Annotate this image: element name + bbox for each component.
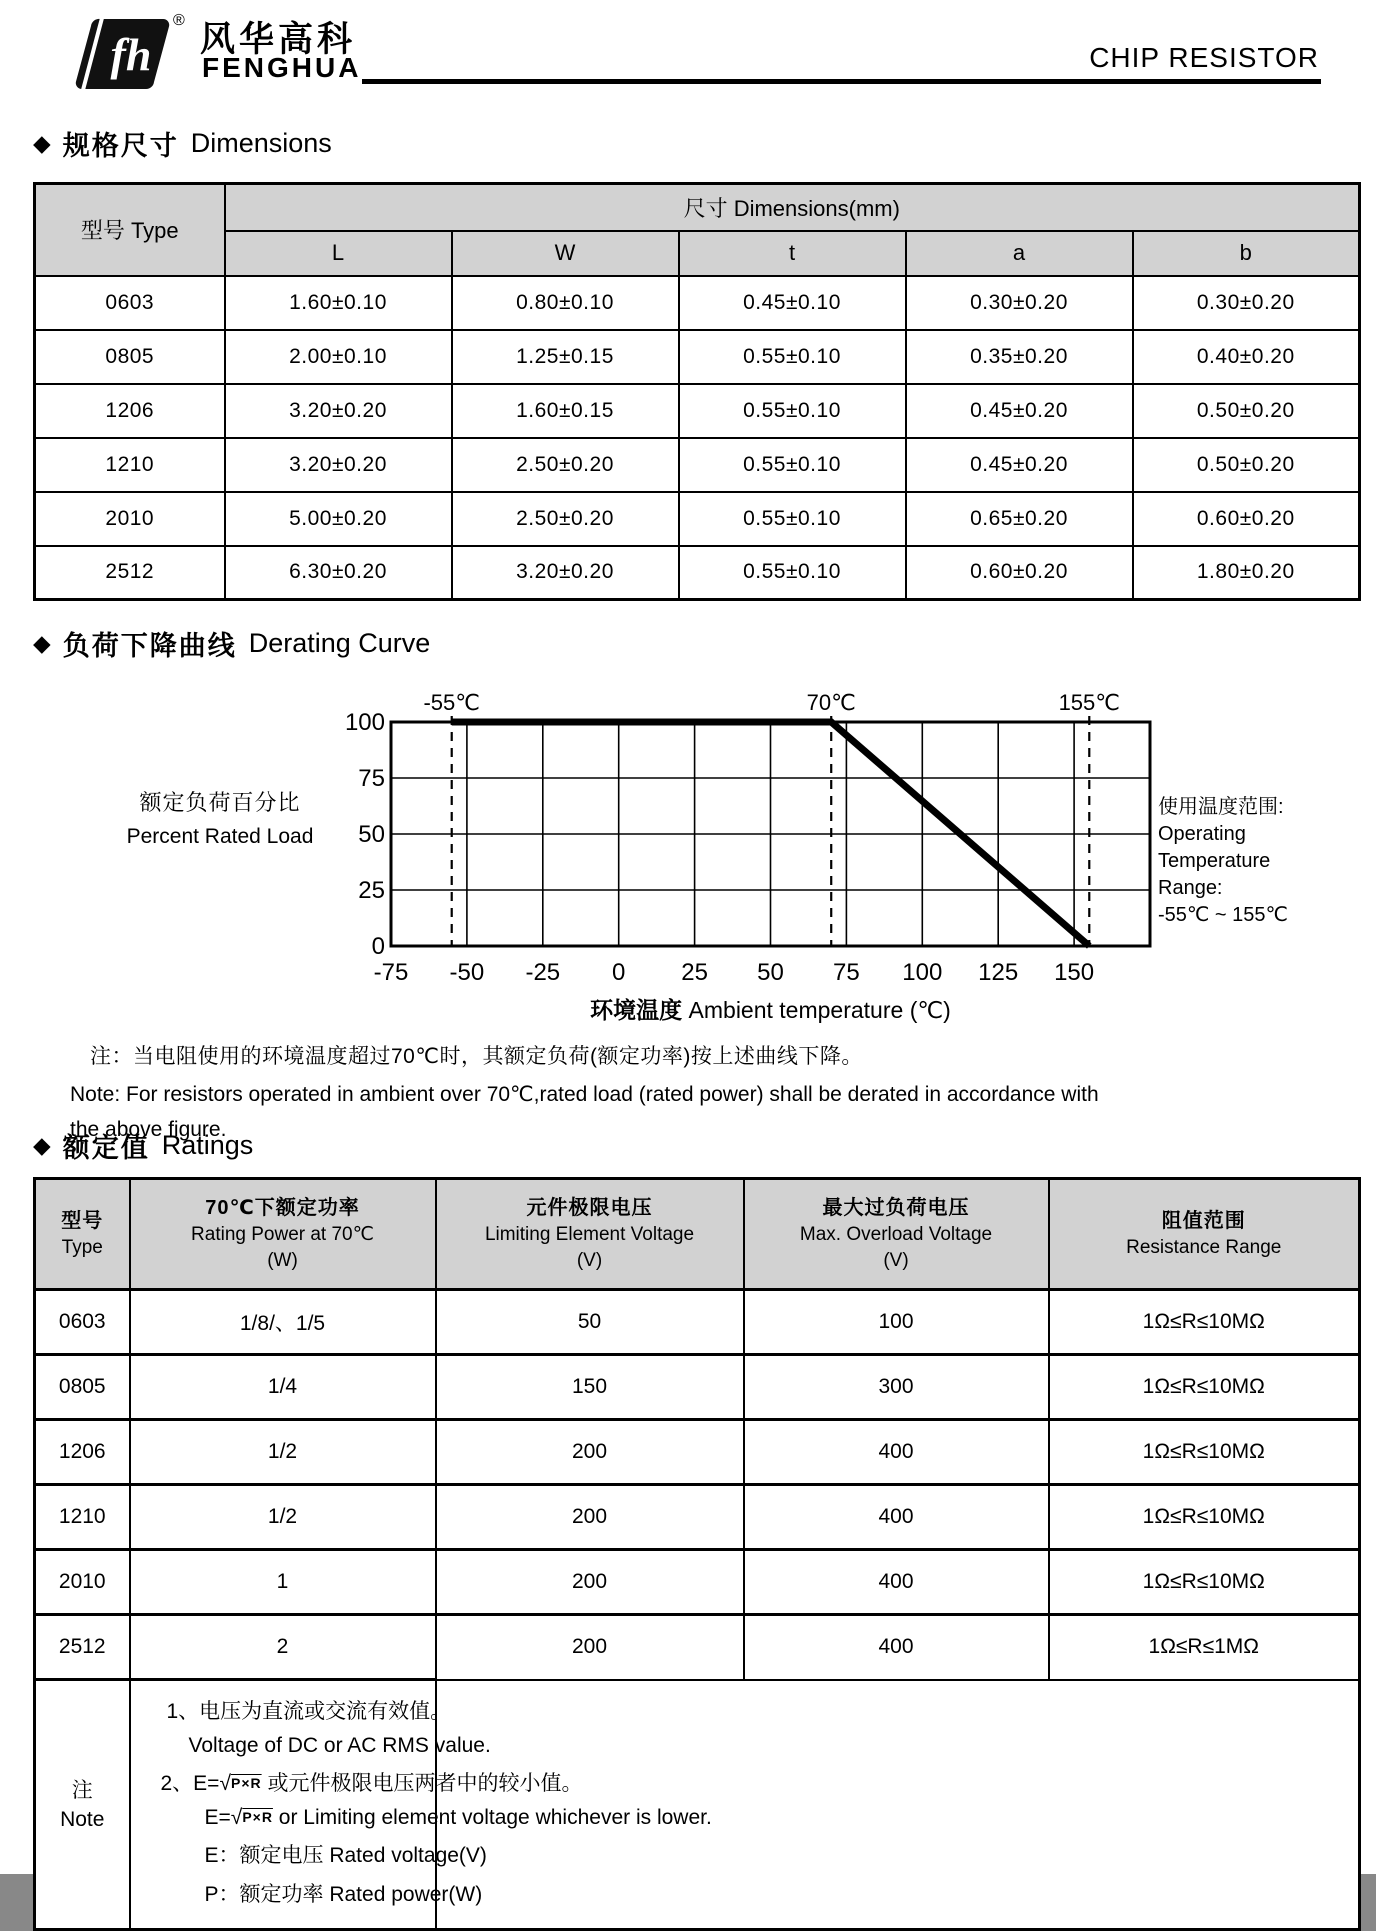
x-tick-label: 125 xyxy=(978,959,1019,986)
dimension-column-header-L: L xyxy=(225,231,452,276)
note-label-en: Note xyxy=(60,1807,105,1831)
table-row xyxy=(35,1290,1360,1355)
header-en: Limiting Element Voltage xyxy=(484,1223,695,1245)
dimension-value-cell: 0.45±0.20 xyxy=(906,384,1133,438)
rating-value-cell: 400 xyxy=(744,1420,1049,1485)
rating-value-cell: 1Ω≤R≤10MΩ xyxy=(1049,1485,1360,1550)
formula-suffix: 或元件极限电压两者中的较小值。 xyxy=(261,1772,583,1795)
x-axis-title-cn: 环境温度 xyxy=(590,997,689,1023)
sqrt-radicand: P×R xyxy=(242,1809,273,1825)
chart-y-axis-label xyxy=(100,786,340,849)
ratings-type-header xyxy=(35,1179,130,1290)
x-tick-label: 0 xyxy=(612,959,626,986)
type-cell: 0805 xyxy=(35,330,225,384)
section-title-cn: 负荷下降曲线 xyxy=(62,631,237,661)
sqrt-radicand: P×R xyxy=(230,1775,262,1791)
dimension-value-cell: 6.30±0.20 xyxy=(225,546,452,600)
note-line xyxy=(131,1767,583,1797)
dimensions-table xyxy=(33,182,1361,601)
type-cell: 2512 xyxy=(35,1615,130,1680)
header-cn: 最大过负荷电压 xyxy=(822,1196,970,1219)
dimension-value-cell: 1.25±0.15 xyxy=(452,330,679,384)
type-cell: 0805 xyxy=(35,1355,130,1420)
dimension-column-header-b: b xyxy=(1133,231,1360,276)
ratings-column-header xyxy=(1049,1179,1360,1290)
ratings-column-header xyxy=(130,1179,436,1290)
type-cell: 1206 xyxy=(35,384,225,438)
header-cn: 阻值范围 xyxy=(1161,1209,1246,1232)
table-row xyxy=(35,276,1360,330)
dimension-value-cell: 1.60±0.10 xyxy=(225,276,452,330)
y-tick-label: 100 xyxy=(344,709,385,736)
note-text: 1、电压为直流或交流有效值。 xyxy=(166,1700,452,1723)
rating-value-cell: 300 xyxy=(744,1355,1049,1420)
header-en: Max. Overload Voltage xyxy=(799,1223,993,1245)
dimension-value-cell: 1.60±0.15 xyxy=(452,384,679,438)
dimension-value-cell: 5.00±0.20 xyxy=(225,492,452,546)
svg-text:fh: fh xyxy=(110,29,152,80)
dimension-value-cell: 1.80±0.20 xyxy=(1133,546,1360,600)
diamond-bullet-icon: ◆ xyxy=(33,130,51,156)
dimension-value-cell: 0.55±0.10 xyxy=(679,492,906,546)
rating-value-cell: 400 xyxy=(744,1615,1049,1680)
note-line: Operating xyxy=(1158,823,1246,845)
x-tick-label: -50 xyxy=(449,959,485,986)
x-axis-title xyxy=(590,997,951,1023)
formula-suffix: or Limiting element voltage whichever is lower. xyxy=(272,1806,712,1829)
dimension-value-cell: 0.60±0.20 xyxy=(1133,492,1360,546)
x-tick-label: 50 xyxy=(757,959,784,986)
type-cell: 2010 xyxy=(35,1550,130,1615)
section-title-en: Derating Curve xyxy=(248,628,431,658)
x-tick-label: 75 xyxy=(833,959,860,986)
rating-value-cell: 150 xyxy=(436,1355,744,1420)
y-axis-label-cn: 额定负荷百分比 xyxy=(139,790,301,815)
section-title-ratings xyxy=(33,1126,253,1165)
dimension-value-cell: 0.55±0.10 xyxy=(679,384,906,438)
note-line: 使用温度范围: xyxy=(1158,796,1284,818)
dashed-marker-label: -55℃ xyxy=(423,690,480,715)
rating-value-cell: 1Ω≤R≤10MΩ xyxy=(1049,1420,1360,1485)
diamond-bullet-icon: ◆ xyxy=(33,630,51,656)
dimension-column-header-W: W xyxy=(452,231,679,276)
x-tick-label: 100 xyxy=(902,959,943,986)
rating-value-cell: 2 xyxy=(130,1615,436,1680)
note-line xyxy=(131,1734,491,1758)
table-row xyxy=(35,1420,1360,1485)
note-line xyxy=(131,1695,452,1725)
header-cn: 元件极限电压 xyxy=(526,1196,653,1219)
rating-value-cell: 100 xyxy=(744,1290,1049,1355)
table-row xyxy=(35,384,1360,438)
y-tick-label: 0 xyxy=(371,933,385,960)
section-title-en: Ratings xyxy=(161,1130,254,1160)
header-unit: (W) xyxy=(267,1249,298,1271)
rating-value-cell: 1Ω≤R≤10MΩ xyxy=(1049,1550,1360,1615)
dimension-value-cell: 0.40±0.20 xyxy=(1133,330,1360,384)
dimension-value-cell: 0.35±0.20 xyxy=(906,330,1133,384)
dimension-value-cell: 0.55±0.10 xyxy=(679,438,906,492)
operating-temperature-range-note xyxy=(1158,794,1288,929)
ratings-note-body xyxy=(130,1680,712,1930)
x-tick-label: 150 xyxy=(1054,959,1095,986)
note-line xyxy=(131,1806,712,1830)
brand-name-cn: 风华高科 xyxy=(200,20,357,59)
dashed-marker-label: 70℃ xyxy=(806,690,856,715)
table-row xyxy=(35,1550,1360,1615)
rating-value-cell: 1/2 xyxy=(130,1485,436,1550)
note-text: E：额定电压 Rated voltage(V) xyxy=(204,1844,487,1867)
note-line xyxy=(131,1878,483,1908)
x-tick-label: -75 xyxy=(373,959,409,986)
y-tick-label: 75 xyxy=(358,765,385,792)
formula-prefix: 2、E= xyxy=(160,1772,220,1795)
type-cell: 0603 xyxy=(35,276,225,330)
rating-value-cell: 1Ω≤R≤1MΩ xyxy=(1049,1615,1360,1680)
rating-value-cell: 200 xyxy=(436,1485,744,1550)
type-header-cn: 型号 xyxy=(61,1209,104,1232)
x-tick-label: -25 xyxy=(525,959,561,986)
type-header-en: Type xyxy=(61,1236,103,1258)
note-text: Voltage of DC or AC RMS value. xyxy=(188,1734,491,1757)
dimension-value-cell: 0.55±0.10 xyxy=(679,546,906,600)
dimension-column-header-t: t xyxy=(679,231,906,276)
note-line: Range: xyxy=(1158,877,1223,899)
ratings-column-header xyxy=(744,1179,1049,1290)
rating-value-cell: 400 xyxy=(744,1485,1049,1550)
rating-value-cell: 1/2 xyxy=(130,1420,436,1485)
brand-name-en: FENGHUA xyxy=(202,52,362,83)
header-unit: (V) xyxy=(883,1249,909,1271)
x-axis-title-en: Ambient temperature (℃) xyxy=(688,997,951,1023)
rating-value-cell: 50 xyxy=(436,1290,744,1355)
ratings-note-label xyxy=(35,1680,130,1930)
header-unit: (V) xyxy=(576,1249,603,1271)
x-tick-label: 25 xyxy=(681,959,708,986)
rating-value-cell: 200 xyxy=(436,1420,744,1485)
dimension-value-cell: 0.60±0.20 xyxy=(906,546,1133,600)
type-cell: 2010 xyxy=(35,492,225,546)
formula-prefix: E= xyxy=(204,1806,231,1829)
rating-value-cell: 400 xyxy=(744,1550,1049,1615)
rating-value-cell: 1 xyxy=(130,1550,436,1615)
y-axis-label-en: Percent Rated Load xyxy=(126,825,314,848)
ratings-table xyxy=(33,1177,1361,1931)
table-row xyxy=(35,546,1360,600)
sqrt-icon: √ xyxy=(219,1772,231,1795)
rating-value-cell: 1/4 xyxy=(130,1355,436,1420)
section-title-cn: 规格尺寸 xyxy=(62,131,179,161)
derating-note-en: Note: For resistors operated in ambient over 70℃,rated load (rated power) shall be derated in accordance with xyxy=(70,1083,1099,1106)
header-cn: 70℃下额定功率 xyxy=(205,1196,360,1219)
header-divider xyxy=(362,79,1321,84)
rating-value-cell: 200 xyxy=(436,1550,744,1615)
sqrt-icon: √ xyxy=(230,1806,243,1829)
dimension-value-cell: 0.55±0.10 xyxy=(679,330,906,384)
registered-trademark-icon: ® xyxy=(173,12,185,29)
rating-value-cell: 1/8/、1/5 xyxy=(130,1290,436,1355)
note-text: P：额定功率 Rated power(W) xyxy=(204,1883,483,1906)
document-title: CHIP RESISTOR xyxy=(1089,42,1319,73)
dimension-value-cell: 2.00±0.10 xyxy=(225,330,452,384)
note-line: -55℃ ~ 155℃ xyxy=(1158,904,1288,926)
header-en: Resistance Range xyxy=(1126,1236,1282,1258)
dimension-value-cell: 3.20±0.20 xyxy=(225,438,452,492)
dimension-value-cell: 0.50±0.20 xyxy=(1133,438,1360,492)
section-title-en: Dimensions xyxy=(190,128,332,158)
dashed-marker-label: 155℃ xyxy=(1058,690,1120,715)
table-row xyxy=(35,1355,1360,1420)
rating-value-cell: 1Ω≤R≤10MΩ xyxy=(1049,1355,1360,1420)
dimension-value-cell: 2.50±0.20 xyxy=(452,438,679,492)
table-row xyxy=(35,1615,1360,1680)
section-title-derating xyxy=(33,624,430,663)
table-row xyxy=(35,438,1360,492)
derating-note-en: the above figure. xyxy=(70,1118,227,1141)
table-row xyxy=(35,1485,1360,1550)
y-tick-label: 50 xyxy=(358,821,385,848)
table-row xyxy=(35,330,1360,384)
derating-chart xyxy=(340,688,1180,1033)
dimension-value-cell: 0.50±0.20 xyxy=(1133,384,1360,438)
table-row xyxy=(35,492,1360,546)
type-cell: 0603 xyxy=(35,1290,130,1355)
dimensions-type-header: 型号 Type xyxy=(35,184,225,276)
dimension-column-header-a: a xyxy=(906,231,1133,276)
dimension-value-cell: 0.45±0.20 xyxy=(906,438,1133,492)
fenghua-logo-icon xyxy=(75,18,171,95)
y-tick-label: 25 xyxy=(358,877,385,904)
dimension-value-cell: 3.20±0.20 xyxy=(452,546,679,600)
rating-value-cell: 200 xyxy=(436,1615,744,1680)
section-title-cn: 额定值 xyxy=(62,1133,150,1163)
dimension-value-cell: 0.80±0.10 xyxy=(452,276,679,330)
ratings-column-header xyxy=(436,1179,744,1290)
note-line xyxy=(131,1839,487,1869)
derating-note-cn: 注：当电阻使用的环境温度超过70℃时，其额定负荷(额定功率)按上述曲线下降。 xyxy=(90,1045,863,1068)
type-cell: 1206 xyxy=(35,1420,130,1485)
rating-value-cell: 1Ω≤R≤10MΩ xyxy=(1049,1290,1360,1355)
type-cell: 1210 xyxy=(35,438,225,492)
section-title-dimensions xyxy=(33,124,332,163)
note-line: Temperature xyxy=(1158,850,1271,872)
dimension-value-cell: 3.20±0.20 xyxy=(225,384,452,438)
dimension-value-cell: 0.65±0.20 xyxy=(906,492,1133,546)
diamond-bullet-icon: ◆ xyxy=(33,1132,51,1158)
type-cell: 1210 xyxy=(35,1485,130,1550)
dimension-value-cell: 0.45±0.10 xyxy=(679,276,906,330)
dimension-value-cell: 0.30±0.20 xyxy=(1133,276,1360,330)
type-cell: 2512 xyxy=(35,546,225,600)
dimension-value-cell: 2.50±0.20 xyxy=(452,492,679,546)
note-label-cn: 注 xyxy=(71,1778,93,1802)
header-en: Rating Power at 70℃ xyxy=(191,1223,374,1245)
dimension-value-cell: 0.30±0.20 xyxy=(906,276,1133,330)
dimensions-group-header: 尺寸 Dimensions(mm) xyxy=(225,184,1360,231)
